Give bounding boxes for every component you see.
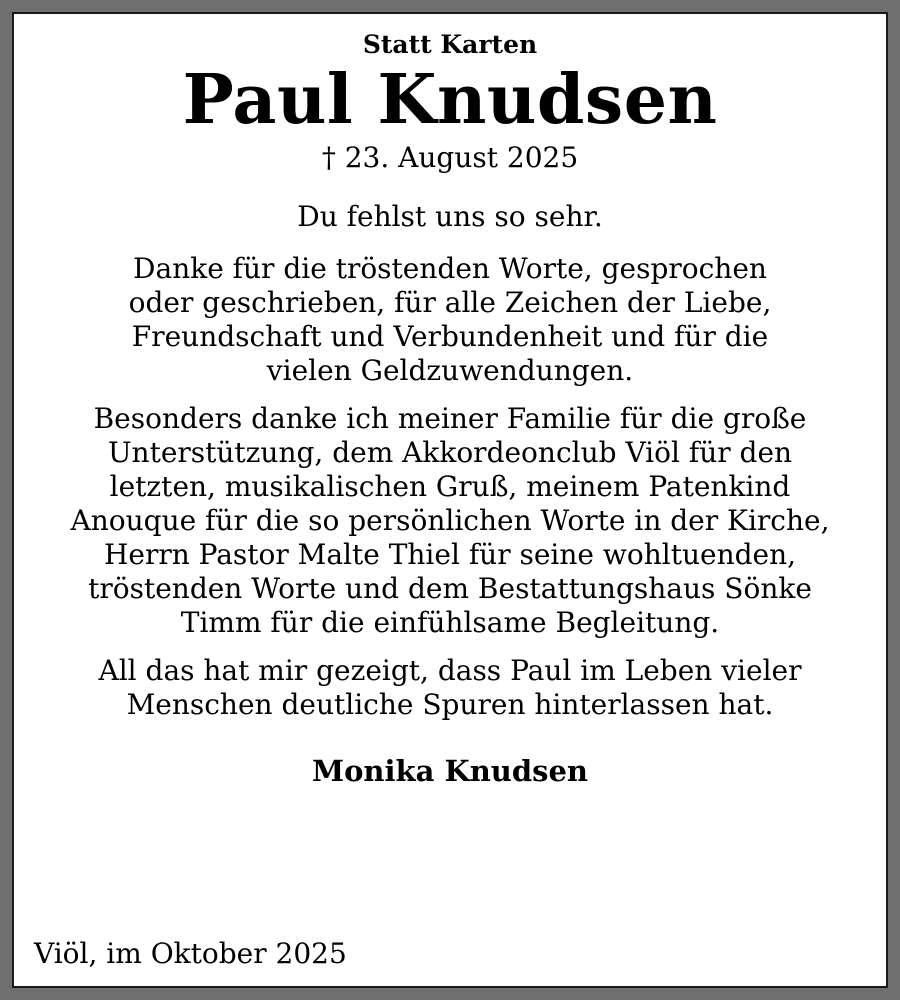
- pre-title: Statt Karten: [362, 30, 538, 59]
- thanks-line: Danke für die tröstenden Worte, gesprochen: [133, 252, 767, 285]
- deceased-name: Paul Knudsen: [182, 60, 718, 140]
- death-date: † 23. August 2025: [321, 141, 579, 174]
- obituary-notice: [20, 28, 880, 790]
- thanks-line: vielen Geldzuwendungen.: [266, 354, 634, 387]
- special-thanks-line: tröstenden Worte und dem Bestattungshaus Sönke: [88, 572, 812, 605]
- thanks-line: Freundschaft und Verbundenheit und für die: [131, 320, 769, 353]
- thanks-line: oder geschrieben, für alle Zeichen der Liebe,: [128, 286, 772, 319]
- special-thanks-line: Anouque für die so persönlichen Worte in der Kirche,: [70, 504, 830, 537]
- closing-line: All das hat mir gezeigt, dass Paul im Leben vieler: [98, 654, 802, 687]
- special-thanks-line: Unterstützung, dem Akkordeonclub Viöl für den: [107, 436, 793, 469]
- special-thanks-paragraph: [20, 402, 880, 640]
- special-thanks-line: Besonders danke ich meiner Familie für die große: [93, 402, 807, 435]
- closing-line: Menschen deutliche Spuren hinterlassen hat.: [126, 688, 774, 721]
- closing-paragraph: [20, 654, 880, 722]
- tagline: Du fehlst uns so sehr.: [297, 200, 603, 233]
- special-thanks-line: Timm für die einfühlsame Begleitung.: [180, 606, 720, 639]
- thanks-paragraph: [20, 252, 880, 388]
- special-thanks-line: letzten, musikalischen Gruß, meinem Patenkind: [109, 470, 791, 503]
- special-thanks-line: Herrn Pastor Malte Thiel für seine wohltuenden,: [103, 538, 797, 571]
- place-date: Viöl, im Oktober 2025: [34, 937, 347, 970]
- signature: Monika Knudsen: [311, 754, 589, 788]
